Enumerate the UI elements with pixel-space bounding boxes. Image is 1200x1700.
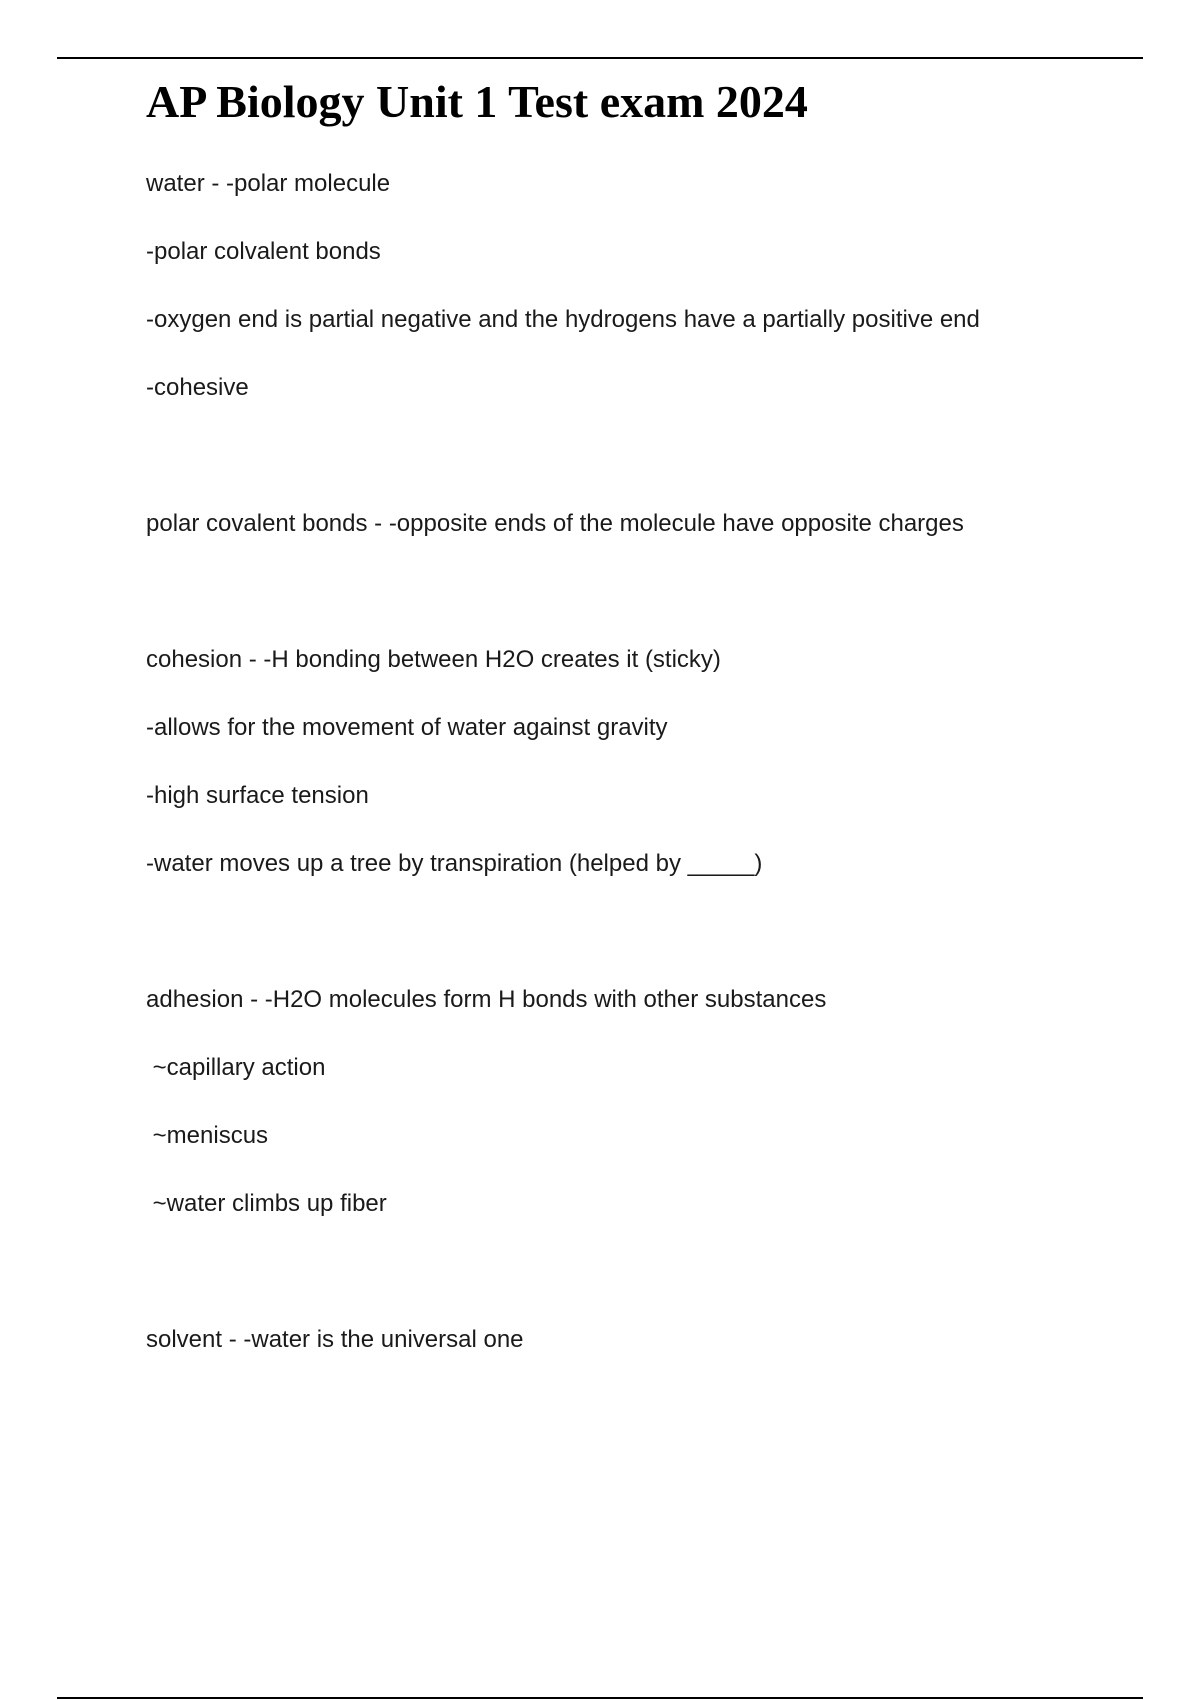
- blank-line: [146, 422, 1146, 490]
- text-line: cohesion - -H bonding between H2O creates it (sticky): [146, 646, 721, 673]
- document-body: [146, 150, 1146, 1374]
- text-line: ~water climbs up fiber: [146, 1190, 387, 1217]
- text-line: ~capillary action: [146, 1054, 326, 1081]
- text-line: -oxygen end is partial negative and the hydrogens have a partially positive end: [146, 306, 980, 333]
- text-line: -water moves up a tree by transpiration (helped by _____): [146, 850, 763, 877]
- text-line: polar covalent bonds - -opposite ends of the molecule have opposite charges: [146, 510, 964, 537]
- blank-line: [146, 558, 1146, 626]
- text-line: water - -polar molecule: [146, 170, 391, 197]
- text-line: ~meniscus: [146, 1122, 269, 1149]
- text-line: -polar colvalent bonds: [146, 238, 381, 265]
- blank-line: [146, 898, 1146, 966]
- text-line: solvent - -water is the universal one: [146, 1326, 524, 1353]
- page-title: AP Biology Unit 1 Test exam 2024: [146, 76, 808, 127]
- blank-line: [146, 1238, 1146, 1306]
- bottom-rule: [57, 1697, 1143, 1699]
- text-line: -allows for the movement of water against gravity: [146, 714, 668, 741]
- text-line: adhesion - -H2O molecules form H bonds with other substances: [146, 986, 827, 1013]
- text-line: -high surface tension: [146, 782, 369, 809]
- top-rule: [57, 57, 1143, 59]
- text-line: -cohesive: [146, 374, 249, 401]
